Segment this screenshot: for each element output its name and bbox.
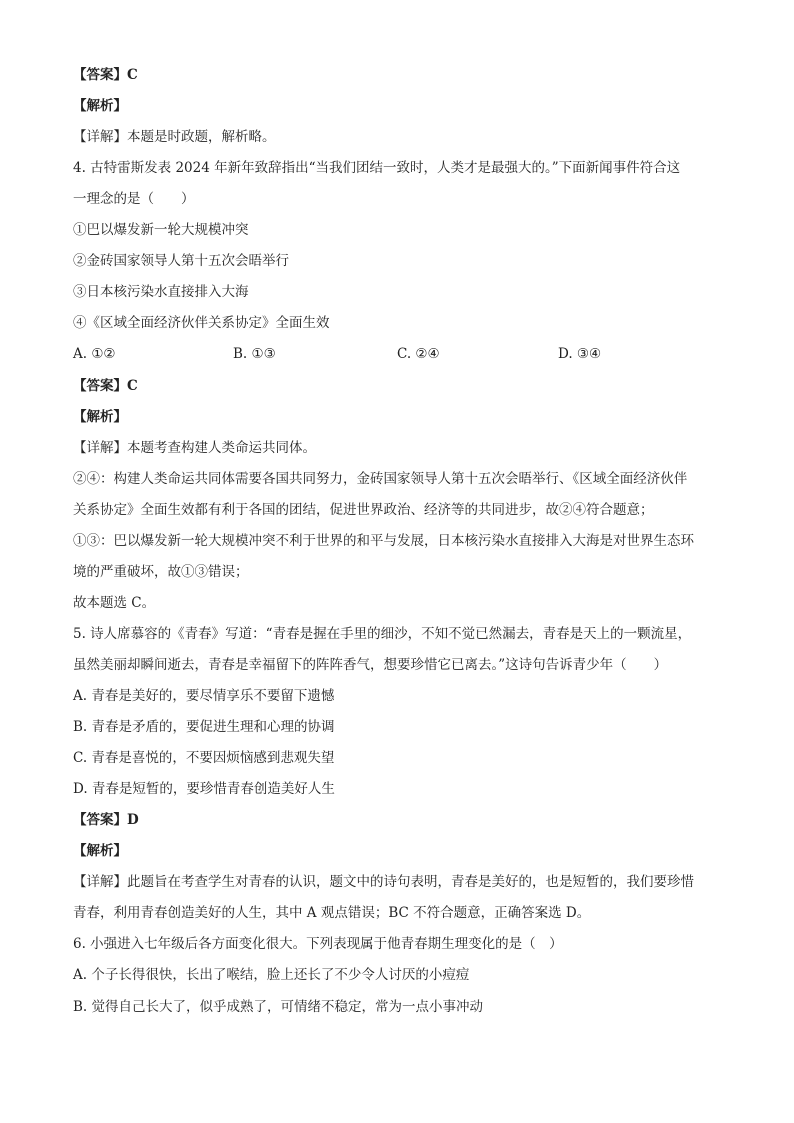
text-line: ①巴以爆发新一轮大规模冲突 [73,222,249,238]
text-line: ③日本核污染水直接排入大海 [73,284,249,300]
text-line: 关系协定》全面生效都有利于各国的团结，促进世界政治、经济等的共同进步，故②④符合题意； [73,502,654,518]
text-line: B. 觉得自己长大了，似乎成熟了，可情绪不稳定，常为一点小事冲动 [73,999,484,1015]
text-line: 一理念的是（ ） [73,191,195,207]
text-line: ②④：构建人类命运共同体需要各国共同努力，金砖国家领导人第十五次会晤举行、《区域全面经济伙伴 [73,471,688,487]
text-line: 【答案】D [73,812,139,828]
text-line: 【详解】本题考查构建人类命运共同体。 [73,440,316,456]
text-line: 青春，利用青春创造美好的人生，其中 A 观点错误；BC 不符合题意，正确答案选 D。 [73,905,591,921]
text-line: 6. 小强进入七年级后各方面变化很大。下列表现属于他青春期生理变化的是（ ） [73,936,563,952]
text-line: 境的严重破坏，故①③错误； [73,564,249,580]
option-3: D. ③④ [558,346,602,362]
text-line: ①③：巴以爆发新一轮大规模冲突不利于世界的和平与发展，日本核污染水直接排入大海是对世界生态环 [73,533,694,549]
text-line: A. 青春是美好的，要尽情享乐不要留下遗憾 [73,688,335,704]
text-line: A. 个子长得很快，长出了喉结，脸上还长了不少令人讨厌的小痘痘 [73,967,470,983]
text-line: 【解析】 [73,98,127,114]
text-line: B. 青春是矛盾的，要促进生理和心理的协调 [73,719,335,735]
option-2: C. ②④ [397,346,440,362]
option-1: B. ①③ [233,346,276,362]
text-line: 4. 古特雷斯发表 2024 年新年致辞指出“当我们团结一致时，人类才是最强大的。”下面新闻事件符合这 [73,160,681,176]
text-line: 虽然美丽却瞬间逝去，青春是幸福留下的阵阵香气，想要珍惜它已离去。”这诗句告诉青少年（ ） [73,657,668,673]
text-line: ④《区域全面经济伙伴关系协定》全面生效 [73,315,330,331]
option-0: A. ①② [73,346,116,362]
text-line: C. 青春是喜悦的，不要因烦恼感到悲观失望 [73,750,335,766]
text-line: 【详解】本题是时政题，解析略。 [73,129,276,145]
text-line: 5. 诗人席慕容的《青春》写道：“青春是握在手里的细沙，不知不觉已然漏去，青春是天上的一颗流星， [73,626,692,642]
text-line: D. 青春是短暂的，要珍惜青春创造美好人生 [73,781,335,797]
text-line: 【答案】C [73,67,138,83]
text-line: 【详解】此题旨在考查学生对青春的认识，题文中的诗句表明，青春是美好的，也是短暂的，我们要珍惜 [73,874,694,890]
text-line: 【解析】 [73,843,127,859]
text-line: 【解析】 [73,409,127,425]
text-line: 【答案】C [73,378,138,394]
text-line: ②金砖国家领导人第十五次会晤举行 [73,253,289,269]
text-line: 故本题选 C。 [73,595,156,611]
